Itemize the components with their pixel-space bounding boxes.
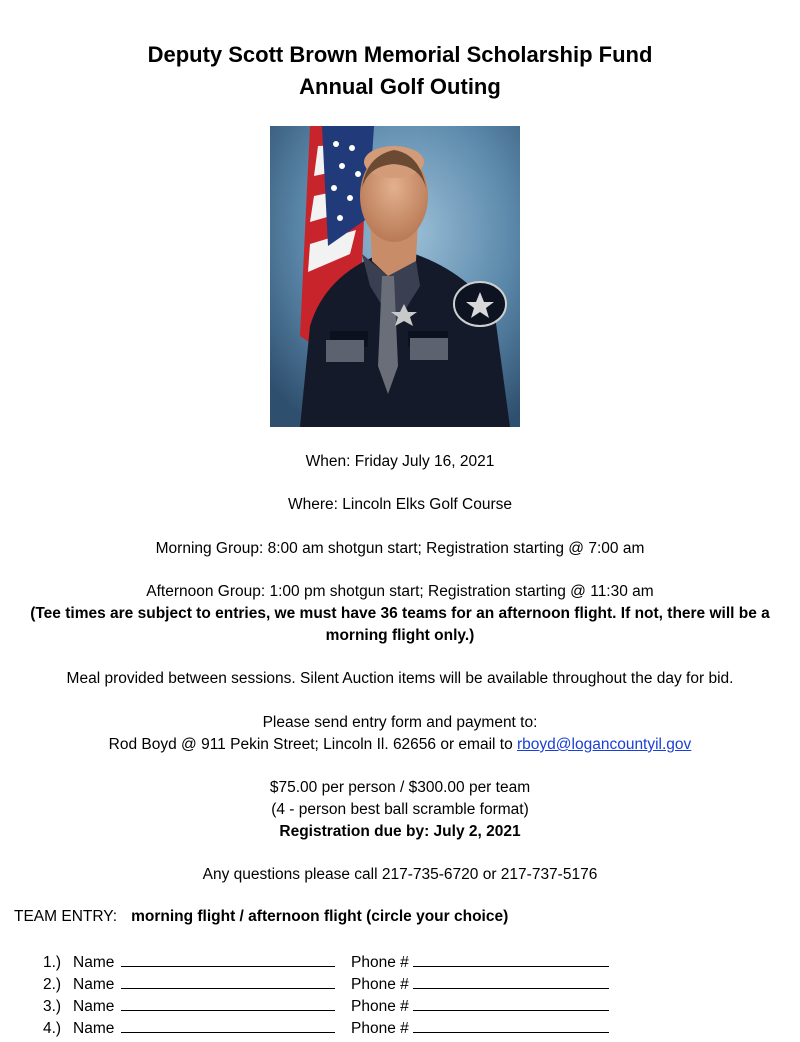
row-number: 1.) xyxy=(43,954,62,971)
name-blank-field[interactable] xyxy=(121,995,335,1011)
phone-label: Phone # xyxy=(351,1020,409,1037)
deputy-portrait-photo xyxy=(270,126,520,427)
event-location: Where: Lincoln Elks Golf Course xyxy=(288,496,512,513)
team-member-row xyxy=(43,973,609,996)
address-text: Rod Boyd @ 911 Pekin Street; Lincoln Il. 62656 or email to xyxy=(108,736,518,753)
afternoon-group-info: Afternoon Group: 1:00 pm shotgun start; Registration starting @ 11:30 am xyxy=(146,583,654,600)
name-label: Name xyxy=(73,998,115,1015)
row-number: 2.) xyxy=(43,976,62,993)
team-member-row xyxy=(43,1017,609,1040)
team-entry-header xyxy=(14,906,508,928)
name-blank-field[interactable] xyxy=(121,973,335,989)
phone-blank-field[interactable] xyxy=(413,995,609,1011)
phone-label: Phone # xyxy=(351,954,409,971)
send-entry-instructions: Please send entry form and payment to: xyxy=(262,714,538,731)
registration-deadline: Registration due by: July 2, 2021 xyxy=(279,823,521,840)
name-blank-field[interactable] xyxy=(121,1017,335,1033)
morning-group-info: Morning Group: 8:00 am shotgun start; Registration starting @ 7:00 am xyxy=(155,540,645,557)
format-info: (4 - person best ball scramble format) xyxy=(271,801,529,818)
phone-blank-field[interactable] xyxy=(413,1017,609,1033)
mailing-address xyxy=(0,734,800,756)
row-number: 4.) xyxy=(43,1020,62,1037)
name-label: Name xyxy=(73,976,115,993)
tee-times-note-line-1: (Tee times are subject to entries, we must have 36 teams for an afternoon flight. If not, there will be a xyxy=(30,605,770,622)
page-title-line-1: Deputy Scott Brown Memorial Scholarship Fund xyxy=(147,42,653,67)
page-title-line-2: Annual Golf Outing xyxy=(299,74,501,99)
phone-label: Phone # xyxy=(351,998,409,1015)
pricing-info: $75.00 per person / $300.00 per team xyxy=(269,779,531,796)
team-member-row xyxy=(43,995,609,1018)
team-entry-label: TEAM ENTRY: xyxy=(14,908,118,925)
email-link[interactable]: rboyd@logancountyil.gov xyxy=(517,736,692,753)
meal-auction-info: Meal provided between sessions. Silent Auction items will be available throughout the day for bid. xyxy=(66,670,734,687)
name-blank-field[interactable] xyxy=(121,951,335,967)
name-label: Name xyxy=(73,1020,115,1037)
phone-blank-field[interactable] xyxy=(413,951,609,967)
row-number: 3.) xyxy=(43,998,62,1015)
questions-phone-info: Any questions please call 217-735-6720 or 217-737-5176 xyxy=(202,866,598,883)
tee-times-note-line-2: morning flight only.) xyxy=(325,627,475,644)
phone-label: Phone # xyxy=(351,976,409,993)
event-date: When: Friday July 16, 2021 xyxy=(305,453,495,470)
team-member-row xyxy=(43,951,609,974)
phone-blank-field[interactable] xyxy=(413,973,609,989)
name-label: Name xyxy=(73,954,115,971)
flight-choice[interactable]: morning flight / afternoon flight (circle your choice) xyxy=(131,908,509,925)
